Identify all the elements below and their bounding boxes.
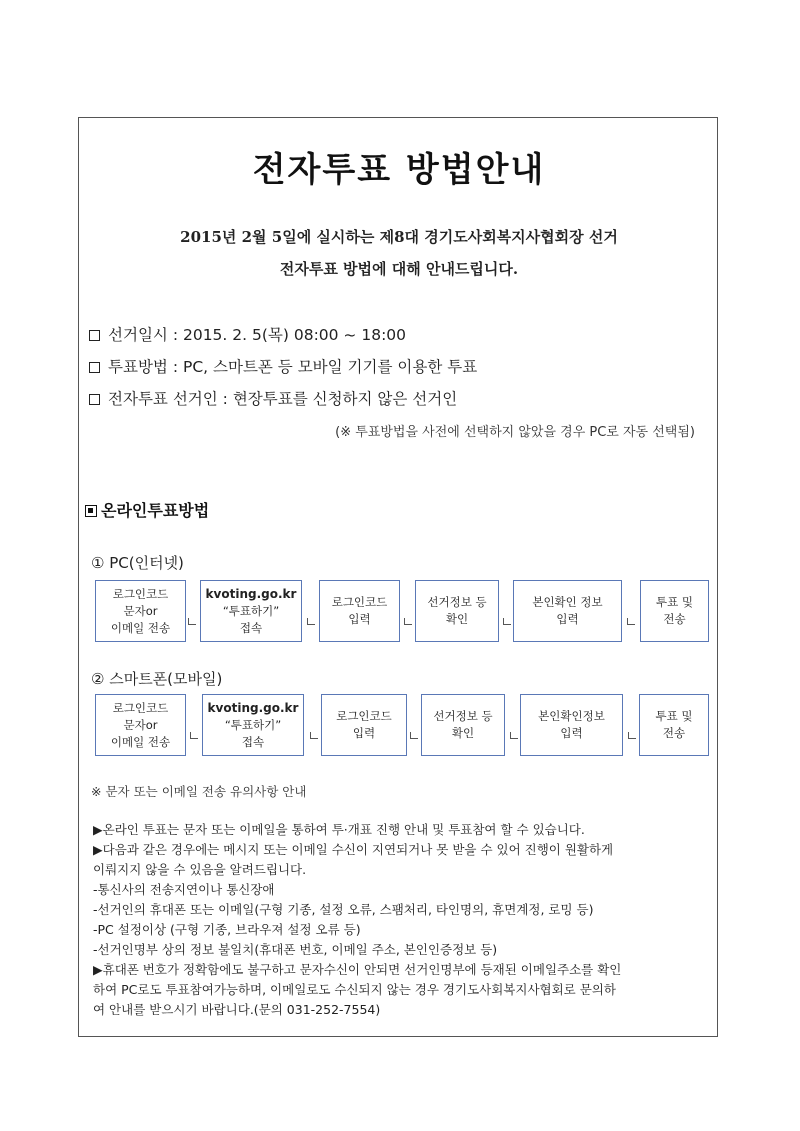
pc-step-6: 투표 및 전송	[640, 580, 709, 642]
connector-icon	[190, 732, 198, 739]
pc-method-label: ① PC(인터넷)	[91, 554, 184, 572]
notice-line: 이뤄지지 않을 수 있음을 알려드립니다.	[93, 862, 307, 877]
mobile-step-6: 투표 및 전송	[639, 694, 709, 756]
notice-line: ▶휴대폰 번호가 정확함에도 불구하고 문자수신이 안되면 선거인명부에 등재된 이메일주소를 확인	[93, 962, 622, 977]
connector-icon	[410, 732, 418, 739]
connector-icon	[627, 618, 635, 625]
checkbox-square-icon	[89, 330, 100, 341]
notice-line: -선거인의 휴대폰 또는 이메일(구형 기종, 설정 오류, 스팸처리, 타인명의, 휴면계정, 로밍 등)	[93, 902, 594, 917]
connector-icon	[503, 618, 511, 625]
info-item-date: 선거일시 : 2015. 2. 5(목) 08:00 ~ 18:00	[89, 323, 406, 345]
checkbox-square-icon	[89, 394, 100, 405]
checkbox-square-icon	[89, 362, 100, 373]
connector-icon	[628, 732, 636, 739]
notice-line: ▶다음과 같은 경우에는 메시지 또는 이메일 수신이 지연되거나 못 받을 수 있어 진행이 원활하게	[93, 842, 614, 857]
notice-line: -PC 설정이상 (구형 기종, 브라우져 설정 오류 등)	[93, 922, 361, 937]
notice-line: 여 안내를 받으시기 바랍니다.(문의 031-252-7554)	[93, 1002, 381, 1017]
mobile-method-label: ② 스마트폰(모바일)	[91, 670, 223, 688]
info-item-method: 투표방법 : PC, 스마트폰 등 모바일 기기를 이용한 투표	[89, 355, 477, 377]
mobile-step-5: 본인확인정보 입력	[520, 694, 623, 756]
pc-step-3: 로그인코드 입력	[319, 580, 400, 642]
mobile-step-3: 로그인코드 입력	[321, 694, 407, 756]
connector-icon	[404, 618, 412, 625]
intro-line-1: 2015년 2월 5일에 실시하는 제8대 경기도사회복지사협회장 선거	[180, 228, 618, 246]
notice-line: 하여 PC로도 투표참여가능하며, 이메일로도 수신되지 않는 경우 경기도사회복지사협회로 문의하	[93, 982, 616, 997]
pc-step-1: 로그인코드 문자or 이메일 전송	[95, 580, 186, 642]
notice-line: -통신사의 전송지연이나 통신장애	[93, 882, 275, 897]
document-title: 전자투표 방법안내	[252, 150, 546, 190]
caution-title: ※ 문자 또는 이메일 전송 유의사항 안내	[91, 784, 307, 799]
mobile-step-2: kvoting.go.kr “투표하기” 접속	[202, 694, 304, 756]
pc-step-5: 본인확인 정보 입력	[513, 580, 622, 642]
connector-icon	[310, 732, 318, 739]
mobile-step-4: 선거정보 등 확인	[421, 694, 505, 756]
connector-icon	[510, 732, 518, 739]
intro-line-2: 전자투표 방법에 대해 안내드립니다.	[279, 260, 519, 278]
notice-line: ▶온라인 투표는 문자 또는 이메일을 통하여 투·개표 진행 안내 및 투표참여 할 수 있습니다.	[93, 822, 585, 837]
online-heading: 온라인투표방법	[85, 498, 209, 521]
info-note: (※ 투표방법을 사전에 선택하지 않았을 경우 PC로 자동 선택됨)	[335, 425, 695, 440]
filled-square-icon	[85, 505, 97, 517]
notice-line: -선거인명부 상의 정보 불일치(휴대폰 번호, 이메일 주소, 본인인증정보 등)	[93, 942, 498, 957]
pc-step-2: kvoting.go.kr “투표하기” 접속	[200, 580, 302, 642]
mobile-step-1: 로그인코드 문자or 이메일 전송	[95, 694, 186, 756]
connector-icon	[188, 618, 196, 625]
pc-step-4: 선거정보 등 확인	[415, 580, 499, 642]
info-item-voters: 전자투표 선거인 : 현장투표를 신청하지 않은 선거인	[89, 387, 457, 409]
connector-icon	[307, 618, 315, 625]
document-frame	[78, 117, 718, 1037]
